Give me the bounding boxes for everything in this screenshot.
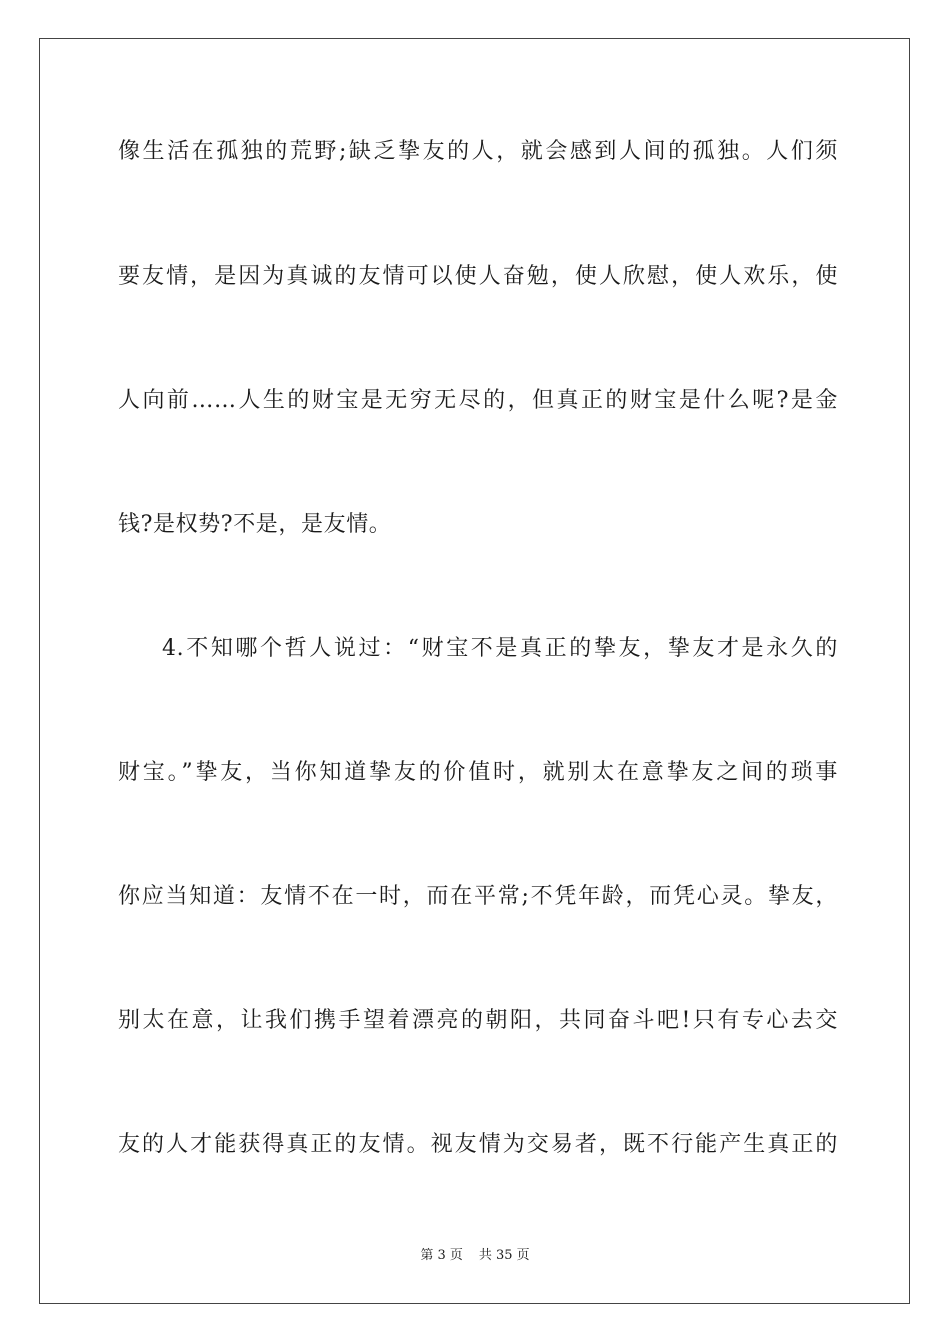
text-line: 你应当知道：友情不在一时，而在平常;不凭年龄，而凭心灵。挚友， — [118, 884, 838, 909]
page-number: 第 3 页 — [420, 1248, 463, 1263]
text-line: 别太在意，让我们携手望着漂亮的朝阳，共同奋斗吧!只有专心去交 — [118, 1008, 838, 1033]
text-line: 4.不知哪个哲人说过：“财宝不是真正的挚友，挚友才是永久的 — [162, 636, 838, 661]
text-line: 钱?是权势?不是，是友情。 — [118, 512, 392, 537]
page-border — [39, 38, 910, 1304]
text-line: 像生活在孤独的荒野;缺乏挚友的人，就会感到人间的孤独。人们须 — [118, 139, 838, 164]
page-total: 共 35 页 — [478, 1248, 530, 1263]
text-line: 财宝。”挚友，当你知道挚友的价值时，就别太在意挚友之间的琐事 — [118, 760, 838, 785]
text-line: 要友情，是因为真诚的友情可以使人奋勉，使人欣慰，使人欢乐，使 — [118, 264, 838, 289]
text-line: 人向前……人生的财宝是无穷无尽的，但真正的财宝是什么呢?是金 — [118, 388, 838, 413]
text-line: 友的人才能获得真正的友情。视友情为交易者，既不行能产生真正的 — [118, 1132, 838, 1157]
page-footer — [0, 1247, 950, 1265]
